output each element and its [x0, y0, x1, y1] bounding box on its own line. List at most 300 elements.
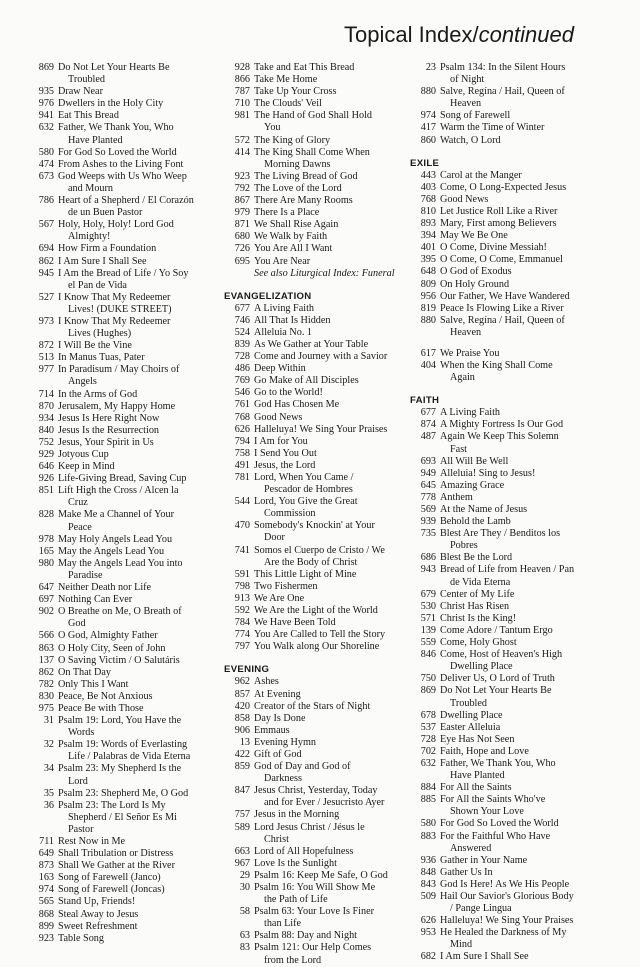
- index-entry: [28, 691, 228, 703]
- index-entry: [410, 170, 620, 182]
- hymn-title: [254, 460, 414, 472]
- hymn-number: 883: [420, 830, 436, 842]
- hymn-title: [440, 206, 620, 218]
- index-entry: [28, 86, 228, 98]
- hymn-title-line: Take and Eat This Bread: [254, 62, 355, 73]
- hymn-title: [58, 425, 228, 437]
- hymn-number: 735: [420, 528, 436, 540]
- hymn-number: 580: [420, 818, 436, 830]
- hymn-number: 163: [38, 872, 54, 884]
- hymn-title-continuation: Pescador de Hombres: [264, 484, 353, 496]
- hymn-number: 768: [420, 193, 436, 205]
- hymn-title-line: Only This I Want: [58, 678, 129, 690]
- hymn-title-line: In Manus Tuas, Pater: [58, 352, 145, 364]
- hymn-title-continuation: / Pange Lingua: [450, 903, 512, 915]
- hymn-number: 974: [38, 884, 54, 896]
- hymn-number: 769: [234, 375, 250, 387]
- index-entry: [410, 758, 620, 782]
- hymn-title-line: I Know That My Redeemer: [58, 315, 171, 327]
- hymn-title: [254, 135, 414, 147]
- hymn-title: [440, 879, 620, 891]
- hymn-number: 752: [38, 436, 54, 448]
- hymn-number: 394: [420, 230, 436, 242]
- index-entry: [28, 643, 228, 655]
- index-entry: [410, 315, 620, 339]
- index-entry: [224, 135, 414, 147]
- index-entry: [410, 279, 620, 291]
- hymn-number: 871: [234, 219, 250, 231]
- hymn-title: [58, 485, 228, 509]
- hymn-title-line: God Is Here! As We His People: [440, 878, 570, 890]
- hymn-number: 710: [234, 98, 250, 110]
- hymn-title-continuation: from the Lord: [264, 954, 322, 966]
- hymn-title: [440, 673, 620, 685]
- hymn-title: [58, 195, 228, 219]
- hymn-title-continuation: Cruz: [68, 497, 88, 509]
- index-entry: [410, 182, 620, 194]
- hymn-number: 401: [420, 242, 436, 254]
- index-entry: [410, 818, 620, 830]
- hymn-title-continuation: Peace: [68, 521, 92, 533]
- hymn-title-line: Sweet Refreshment: [58, 920, 138, 932]
- index-entry: [410, 746, 620, 758]
- hymn-title: [440, 230, 620, 242]
- hymn-title-line: Deep Within: [254, 363, 306, 375]
- hymn-title-line: In Paradisum / May Choirs of: [58, 364, 180, 376]
- index-entry: [28, 872, 228, 884]
- index-entry: [224, 617, 414, 629]
- hymn-number: 591: [234, 568, 250, 580]
- hymn-number: 632: [420, 757, 436, 769]
- hymn-number: 828: [38, 509, 54, 521]
- hymn-title-continuation: Words: [68, 727, 95, 739]
- hymn-title-line: Psalm 16: You Will Show Me: [254, 882, 376, 893]
- index-entry: [28, 195, 228, 219]
- hymn-title: [58, 594, 228, 606]
- hymn-title-line: Eye Has Not Seen: [440, 733, 515, 745]
- hymn-title: [440, 758, 620, 782]
- hymn-number: 945: [38, 267, 54, 279]
- hymn-title-line: The Clouds' Veil: [254, 98, 322, 110]
- hymn-number: 872: [38, 340, 54, 352]
- hymn-number: 840: [38, 424, 54, 436]
- hymn-title-line: Psalm 19: Lord, You Have the: [58, 715, 182, 727]
- hymn-title-line: Let Justice Roll Like a River: [440, 205, 558, 217]
- index-entry: [28, 401, 228, 413]
- hymn-title-line: Hail Our Savior's Glorious Body: [440, 891, 574, 902]
- hymn-title: [440, 194, 620, 206]
- index-entry: [410, 831, 620, 855]
- index-entry: [410, 360, 620, 384]
- hymn-title: [254, 303, 414, 315]
- index-entry: [28, 546, 228, 558]
- hymn-number: 943: [420, 564, 436, 576]
- hymn-number: 975: [38, 702, 54, 714]
- hymn-title: [254, 219, 414, 231]
- index-entry: [410, 230, 620, 242]
- hymn-number: 926: [38, 473, 54, 485]
- hymn-title: [254, 243, 414, 255]
- hymn-number: 34: [43, 763, 54, 775]
- hymn-title: [58, 630, 228, 642]
- hymn-title-line: Father, We Thank You, Who: [440, 757, 556, 769]
- hymn-title: [58, 643, 228, 655]
- hymn-title: [254, 545, 414, 569]
- hymn-title-line: For the Faithful Who Have: [440, 830, 551, 842]
- index-entry: [224, 207, 414, 219]
- index-entry: [28, 763, 228, 787]
- hymn-title-line: Creator of the Stars of Night: [254, 700, 371, 712]
- hymn-title: [254, 375, 414, 387]
- index-entry: [410, 242, 620, 254]
- hymn-title: [440, 504, 620, 516]
- index-entry: [410, 492, 620, 504]
- hymn-number: 714: [38, 388, 54, 400]
- hymn-number: 711: [39, 836, 54, 847]
- hymn-title: [440, 710, 620, 722]
- index-entry: [224, 110, 414, 134]
- hymn-title-line: O God, Almighty Father: [58, 630, 158, 642]
- hymn-title-line: Good News: [440, 193, 489, 205]
- index-entry: [224, 689, 414, 701]
- hymn-title-line: Behold the Lamb: [440, 516, 511, 528]
- hymn-number: 632: [38, 122, 54, 134]
- hymn-number: 417: [420, 122, 436, 134]
- index-entry: [28, 630, 228, 642]
- hymn-title-line: Lord of All Hopefulness: [254, 845, 354, 857]
- index-entry: [410, 891, 620, 915]
- index-entry: [224, 147, 414, 171]
- hymn-title: [58, 473, 228, 485]
- hymn-title: [254, 387, 414, 399]
- hymn-title-line: Christ Is the King!: [440, 612, 517, 624]
- hymn-title-line: At the Name of Jesus: [440, 504, 528, 515]
- hymn-title-line: Jesus, the Lord: [254, 459, 316, 471]
- index-entry: [410, 407, 620, 419]
- hymn-number: 443: [420, 169, 436, 181]
- index-entry: [410, 348, 620, 360]
- hymn-number: 782: [38, 678, 54, 690]
- hymn-number: 470: [234, 520, 250, 532]
- index-entry: [224, 62, 414, 74]
- hymn-number: 566: [38, 630, 54, 642]
- hymn-number: 781: [234, 472, 250, 483]
- hymn-number: 728: [234, 351, 250, 363]
- index-entry: [28, 364, 228, 388]
- hymn-title: [254, 448, 414, 460]
- hymn-number: 866: [234, 74, 250, 86]
- index-entry: [28, 884, 228, 896]
- hymn-number: 589: [234, 821, 250, 833]
- index-entry: [224, 701, 414, 713]
- hymn-title-line: O Come, O Come, Emmanuel: [440, 254, 563, 266]
- index-entry: [224, 641, 414, 653]
- hymn-title-line: Nothing Can Ever: [58, 594, 133, 606]
- hymn-title-line: Holy, Holy, Holy! Lord God: [58, 219, 174, 231]
- hymn-title-line: On That Day: [58, 666, 112, 678]
- hymn-title-continuation: Darkness: [264, 773, 302, 785]
- hymn-title: [440, 855, 620, 867]
- hymn-number: 980: [38, 557, 54, 569]
- hymn-title: [58, 691, 228, 703]
- hymn-title: [254, 147, 414, 171]
- hymn-title-line: For All the Saints: [440, 782, 512, 794]
- index-entry: [28, 425, 228, 437]
- hymn-title: [440, 62, 620, 86]
- hymn-title: [440, 528, 620, 552]
- hymn-title: [440, 122, 620, 134]
- index-entry: [224, 629, 414, 641]
- hymn-title: [254, 581, 414, 593]
- index-entry: [28, 739, 228, 763]
- hymn-title-line: Make Me a Channel of Your: [58, 509, 175, 521]
- hymn-title-continuation: the Path of Life: [264, 894, 328, 906]
- index-entry: [224, 171, 414, 183]
- index-entry: [224, 399, 414, 411]
- hymn-number: 913: [234, 592, 250, 604]
- index-entry: [28, 860, 228, 872]
- index-entry: [28, 98, 228, 110]
- index-entry: [410, 589, 620, 601]
- hymn-title-line: A Living Faith: [254, 302, 314, 314]
- hymn-title-line: We Praise You: [440, 347, 500, 359]
- hymn-title-line: The King Shall Come When: [254, 146, 370, 158]
- hymn-title: [440, 291, 620, 303]
- index-entry: [224, 725, 414, 737]
- hymn-title: [58, 62, 228, 86]
- hymn-title: [58, 147, 228, 159]
- index-entry: [410, 564, 620, 588]
- hymn-title: [58, 171, 228, 195]
- index-entry: [28, 558, 228, 582]
- hymn-title-continuation: Christ: [264, 833, 289, 845]
- hymn-number: 395: [420, 254, 436, 266]
- hymn-title-line: Father, We Thank You, Who: [58, 122, 174, 134]
- index-entry: [224, 846, 414, 858]
- hymn-title-line: You Walk along Our Shoreline: [254, 641, 380, 653]
- index-entry: [224, 749, 414, 761]
- hymn-title: [440, 110, 620, 122]
- hymn-title-line: God of Day and God of: [254, 761, 351, 773]
- hymn-title-line: Two Fishermen: [254, 580, 318, 592]
- hymn-title: [58, 316, 228, 340]
- hymn-number: 794: [234, 435, 250, 447]
- hymn-title: [58, 933, 228, 945]
- hymn-title: [440, 927, 620, 951]
- hymn-title-line: Draw Near: [58, 86, 103, 98]
- hymn-title: [254, 725, 414, 737]
- hymn-number: 857: [234, 688, 250, 700]
- hymn-title-line: Jesus Is the Resurrection: [58, 424, 160, 436]
- index-entry: [28, 896, 228, 908]
- hymn-title: [440, 746, 620, 758]
- hymn-title: [254, 761, 414, 785]
- hymn-number: 885: [420, 794, 436, 806]
- hymn-number: 663: [234, 845, 250, 857]
- hymn-number: 677: [234, 302, 250, 314]
- hymn-title-line: Jesus in the Morning: [254, 809, 340, 821]
- hymn-title-line: God Has Chosen Me: [254, 399, 340, 411]
- index-entry: [28, 437, 228, 449]
- index-entry: [28, 715, 228, 739]
- hymn-number: 680: [234, 231, 250, 243]
- hymn-title-line: Come, O Long-Expected Jesus: [440, 181, 567, 193]
- index-entry: [28, 933, 228, 945]
- hymn-title: [254, 256, 414, 268]
- index-entry: [410, 927, 620, 951]
- index-entry: [224, 569, 414, 581]
- index-entry: [410, 867, 620, 879]
- index-entry: [28, 256, 228, 268]
- hymn-title-continuation: Fast: [450, 443, 467, 455]
- hymn-number: 682: [420, 951, 436, 963]
- index-entry: [28, 509, 228, 533]
- hymn-title-line: Center of My Life: [440, 588, 515, 600]
- hymn-number: 797: [234, 641, 250, 653]
- hymn-number: 36: [43, 799, 54, 811]
- hymn-title: [254, 629, 414, 641]
- hymn-title-line: In the Arms of God: [58, 388, 138, 400]
- index-entry: [224, 737, 414, 749]
- index-entry: [410, 879, 620, 891]
- hymn-title-continuation: Lives (Hughes): [68, 328, 132, 340]
- hymn-number: 798: [234, 580, 250, 592]
- hymn-number: 935: [38, 86, 54, 98]
- hymn-number: 23: [425, 62, 436, 73]
- hymn-number: 967: [234, 857, 250, 869]
- hymn-title: [254, 882, 414, 906]
- hymn-number: 868: [38, 908, 54, 920]
- hymn-title: [440, 891, 620, 915]
- index-entry: [224, 351, 414, 363]
- hymn-number: 757: [234, 809, 250, 821]
- hymn-title: [58, 679, 228, 691]
- hymn-title: [440, 818, 620, 830]
- index-entry: [410, 194, 620, 206]
- hymn-title-line: Lord Jesus Christ / Jésus le: [254, 821, 365, 833]
- hymn-title: [440, 685, 620, 709]
- hymn-title-line: Do Not Let Your Hearts Be: [58, 62, 170, 73]
- hymn-title: [254, 942, 414, 966]
- hymn-title-continuation: Commission: [264, 508, 316, 520]
- index-entry: [224, 809, 414, 821]
- hymn-title-line: Warm the Time of Winter: [440, 122, 545, 134]
- hymn-title-line: Take Me Home: [254, 74, 318, 86]
- hymn-title: [254, 569, 414, 581]
- hymn-number: 403: [420, 181, 436, 193]
- index-entry: [28, 171, 228, 195]
- hymn-title: [58, 546, 228, 558]
- hymn-title-line: Lord, You Give the Great: [254, 496, 358, 508]
- index-column-1: [28, 62, 228, 945]
- hymn-number: 63: [239, 930, 250, 942]
- hymn-title-line: I Am Sure I Shall See: [58, 255, 147, 267]
- index-entry: [224, 74, 414, 86]
- hymn-title: [254, 676, 414, 688]
- index-entry: [224, 315, 414, 327]
- hymn-title: [58, 219, 228, 243]
- hymn-number: 679: [420, 588, 436, 600]
- index-entry: [28, 606, 228, 630]
- hymn-number: 869: [420, 685, 436, 697]
- hymn-title-continuation: than Life: [264, 918, 302, 930]
- hymn-title-line: Song of Farewell (Janco): [58, 872, 161, 884]
- hymn-title-line: All That Is Hidden: [254, 314, 331, 326]
- index-entry: [410, 86, 620, 110]
- index-column-3: [410, 62, 620, 964]
- hymn-number: 31: [43, 715, 54, 727]
- index-entry: [28, 316, 228, 340]
- hymn-title: [58, 715, 228, 739]
- hymn-title: [254, 412, 414, 424]
- index-entry: [410, 254, 620, 266]
- hymn-title-line: Gift of God: [254, 748, 302, 760]
- hymn-title: [254, 399, 414, 411]
- hymn-title: [440, 625, 620, 637]
- hymn-title: [254, 822, 414, 846]
- hymn-title-continuation: Lord: [68, 775, 88, 787]
- hymn-title-line: Dwelling Place: [440, 709, 503, 721]
- index-entry: [224, 822, 414, 846]
- hymn-number: 546: [234, 387, 250, 399]
- hymn-title: [440, 303, 620, 315]
- hymn-number: 569: [420, 504, 436, 515]
- hymn-title: [440, 480, 620, 492]
- index-entry: [410, 601, 620, 613]
- index-entry: [224, 858, 414, 870]
- index-entry: [224, 231, 414, 243]
- index-entry: [410, 722, 620, 734]
- hymn-title: [440, 182, 620, 194]
- hymn-title: [58, 800, 228, 836]
- hymn-title-line: Song of Farewell: [440, 110, 511, 122]
- hymn-title-continuation: Shepherd / El Señor Es Mi: [68, 811, 177, 823]
- hymn-title-line: Table Song: [58, 932, 104, 944]
- hymn-title-line: Amazing Grace: [440, 479, 505, 491]
- hymn-title-line: Halleluya! We Sing Your Praises: [254, 423, 388, 435]
- hymn-title-line: Stand Up, Friends!: [58, 896, 136, 908]
- hymn-number: 880: [420, 86, 436, 98]
- index-entry: [224, 785, 414, 809]
- hymn-title: [58, 763, 228, 787]
- index-entry: [410, 794, 620, 818]
- index-entry: [410, 782, 620, 794]
- hymn-number: 784: [234, 617, 250, 629]
- hymn-title: [58, 860, 228, 872]
- hymn-title: [440, 407, 620, 419]
- hymn-title-line: Halleluya! We Sing Your Praises: [440, 915, 574, 927]
- hymn-title-line: How Firm a Foundation: [58, 243, 157, 255]
- hymn-number: 810: [420, 205, 436, 217]
- hymn-title: [440, 492, 620, 504]
- page-title-suffix: continued: [478, 22, 574, 47]
- hymn-title-line: Deliver Us, O Lord of Truth: [440, 673, 555, 685]
- index-entry: [28, 534, 228, 546]
- index-entry: [28, 243, 228, 255]
- hymn-title-continuation: Angels: [68, 376, 97, 388]
- hymn-number: 649: [38, 848, 54, 860]
- hymn-number: 572: [234, 134, 250, 146]
- hymn-number: 977: [38, 364, 54, 376]
- hymn-number: 858: [234, 712, 250, 724]
- hymn-title-line: Psalm 23: My Shepherd Is the: [58, 763, 182, 775]
- index-entry: [28, 147, 228, 159]
- hymn-number: 929: [38, 449, 54, 460]
- index-entry: [224, 256, 414, 268]
- hymn-title: [58, 703, 228, 715]
- hymn-title-line: O Come, Divine Messiah!: [440, 242, 547, 254]
- hymn-title-line: May We Be One: [440, 230, 508, 242]
